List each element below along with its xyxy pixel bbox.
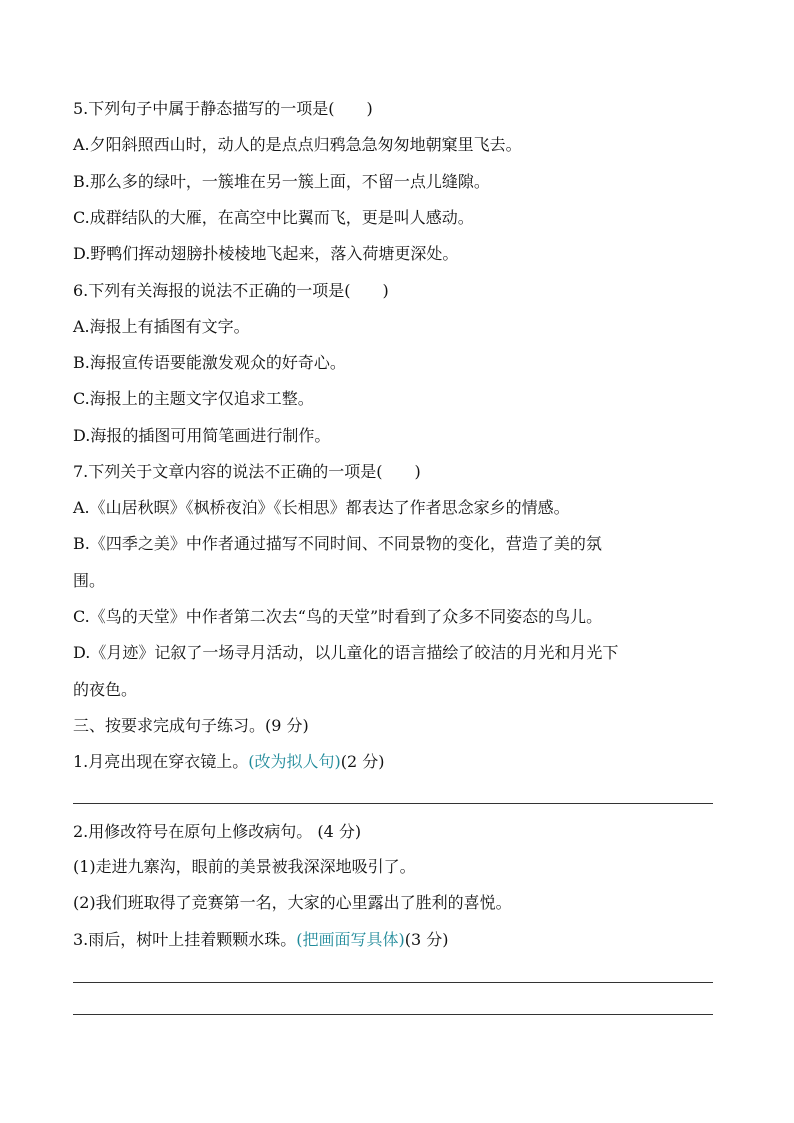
q7-option-b: B.《四季之美》中作者通过描写不同时间、不同景物的变化，营造了美的氛 [73, 534, 602, 553]
s1-question [73, 751, 385, 773]
q7-option-d: D.《月迹》记叙了一场寻月活动，以儿童化的语言描绘了皎洁的月光和月光下 [73, 643, 619, 662]
s1-hint: (改为拟人句) [248, 752, 341, 771]
s3-answer-line-2[interactable] [73, 1014, 713, 1015]
q5-option-b: B.那么多的绿叶，一簇堆在另一簇上面，不留一点儿缝隙。 [73, 172, 490, 191]
s1-score: (2 分) [340, 752, 385, 771]
s3-hint: (把画面写具体) [296, 930, 405, 949]
s2-item-2: (2)我们班取得了竞赛第一名，大家的心里露出了胜利的喜悦。 [73, 893, 512, 912]
s1-text: 1.月亮出现在穿衣镜上。 [73, 752, 249, 771]
q5-stem: 5.下列句子中属于静态描写的一项是( ) [73, 99, 373, 118]
s2-item-1: (1)走进九寨沟，眼前的美景被我深深地吸引了。 [73, 857, 416, 876]
q7-option-d-cont: 的夜色。 [73, 680, 138, 699]
q6-option-b: B.海报宣传语要能激发观众的好奇心。 [73, 353, 346, 372]
s3-text: 3.雨后，树叶上挂着颗颗水珠。 [73, 930, 297, 949]
section3-title: 三、按要求完成句子练习。(9 分) [73, 716, 309, 735]
s2-question: 2.用修改符号在原句上修改病句。 (4 分) [73, 822, 362, 841]
s3-question [73, 929, 449, 951]
q6-option-d: D.海报的插图可用简笔画进行制作。 [73, 426, 331, 445]
q6-option-c: C.海报上的主题文字仅追求工整。 [73, 389, 314, 408]
q7-stem: 7.下列关于文章内容的说法不正确的一项是( ) [73, 462, 421, 481]
q6-option-a: A.海报上有插图有文字。 [73, 317, 250, 336]
q5-option-c: C.成群结队的大雁，在高空中比翼而飞，更是叫人感动。 [73, 208, 474, 227]
s3-answer-line-1[interactable] [73, 982, 713, 983]
q7-option-a: A.《山居秋暝》《枫桥夜泊》《长相思》都表达了作者思念家乡的情感。 [73, 498, 570, 517]
s1-answer-line[interactable] [73, 803, 713, 804]
q7-option-c: C.《鸟的天堂》中作者第二次去“鸟的天堂”时看到了众多不同姿态的鸟儿。 [73, 607, 603, 626]
q7-option-b-cont: 围。 [73, 571, 106, 590]
q6-stem: 6.下列有关海报的说法不正确的一项是( ) [73, 281, 389, 300]
q5-option-d: D.野鸭们挥动翅膀扑棱棱地飞起来，落入荷塘更深处。 [73, 244, 459, 263]
s3-score: (3 分) [404, 930, 449, 949]
q5-option-a: A.夕阳斜照西山时，动人的是点点归鸦急急匆匆地朝窠里飞去。 [73, 135, 522, 154]
